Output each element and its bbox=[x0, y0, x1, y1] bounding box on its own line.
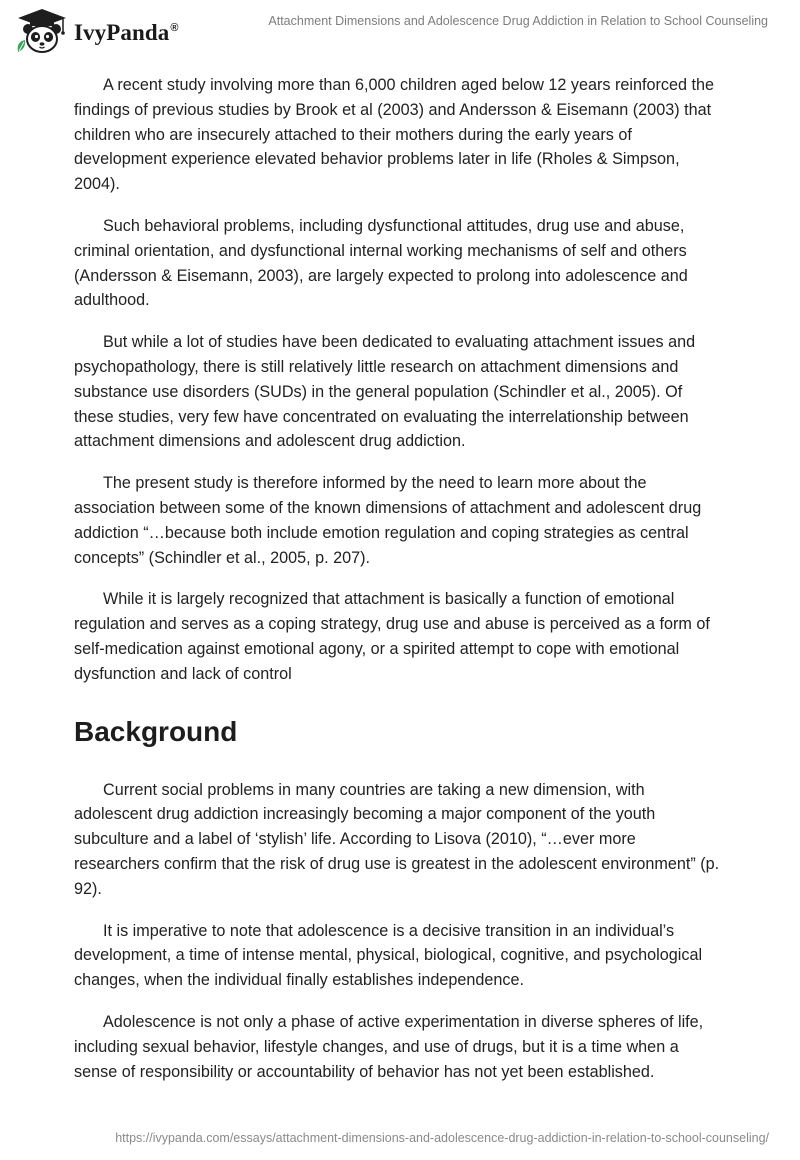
page-header bbox=[0, 0, 800, 60]
paragraph-3: But while a lot of studies have been dedicated to evaluating attachment issues and psychopathology, there is still relatively little research on attachment dimensions and substance use disorders (SUDs) in the general population (Schindler et al., 2005). Of these studies, very few have concentrated on evaluating the interrelationship between attachment dimensions and adolescent drug addiction. bbox=[74, 333, 696, 451]
paragraph-4: The present study is therefore informed by the need to learn more about the association between some of the known dimensions of attachment and adolescent drug addiction “…because both include emotion regulation and coping strategies as central concepts” (Schindler et al., 2005, p. 207). bbox=[74, 474, 702, 567]
paragraph-2: Such behavioral problems, including dysfunctional attitudes, drug use and abuse, criminal orientation, and dysfunctional internal working mechanisms of self and others (Andersson & Eisemann, 2003), are largely expected to prolong into adolescence and adulthood. bbox=[74, 216, 688, 310]
document-title: Attachment Dimensions and Adolescence Drug Addiction in Relation to School Counseling bbox=[268, 14, 768, 28]
paragraph-5: While it is largely recognized that attachment is basically a function of emotional regulation and serves as a coping strategy, drug use and abuse is perceived as a form of self-medication against emotional agony, or a spirited attempt to cope with emotional dysfunction and lack of control bbox=[74, 590, 710, 683]
paragraph-8: Adolescence is not only a phase of active experimentation in diverse spheres of life, including sexual behavior, lifestyle changes, and use of drugs, but it is a time when a sense of responsibility or accountability of behavior has not yet been established. bbox=[74, 1012, 704, 1081]
paragraph-7: It is imperative to note that adolescence is a decisive transition in an individual’s development, a time of intense mental, physical, biological, cognitive, and psychological changes, when the individual finally establishes independence. bbox=[74, 921, 703, 990]
brand-name bbox=[74, 20, 179, 46]
paragraph-1: A recent study involving more than 6,000 children aged below 12 years reinforced the findings of previous studies by Brook et al (2003) and Andersson & Eisemann (2003) that children who are insecurely attached to their mothers during the early years of development experience elevated behavior problems later in life (Rholes & Simpson, 2004). bbox=[74, 76, 714, 194]
panda-graduate-icon bbox=[14, 8, 70, 54]
source-url-link[interactable]: https://ivypanda.com/essays/attachment-dimensions-and-adolescence-drug-addiction-in-relation-to-school-counseling/ bbox=[115, 1131, 769, 1145]
brand-label: IvyPanda bbox=[74, 20, 170, 45]
registered-mark: ® bbox=[170, 22, 179, 35]
background-heading: Background bbox=[74, 715, 238, 747]
paragraph-6: Current social problems in many countries are taking a new dimension, with adolescent drug addiction increasingly becoming a major component of the youth subculture and a label of ‘stylish’ life. According to Lisova (2010), “…ever more researchers confirm that the risk of drug use is greatest in the adolescent environment” (p. 92). bbox=[74, 780, 720, 898]
ivypanda-logo[interactable] bbox=[14, 8, 179, 54]
essay-body bbox=[74, 73, 724, 1101]
